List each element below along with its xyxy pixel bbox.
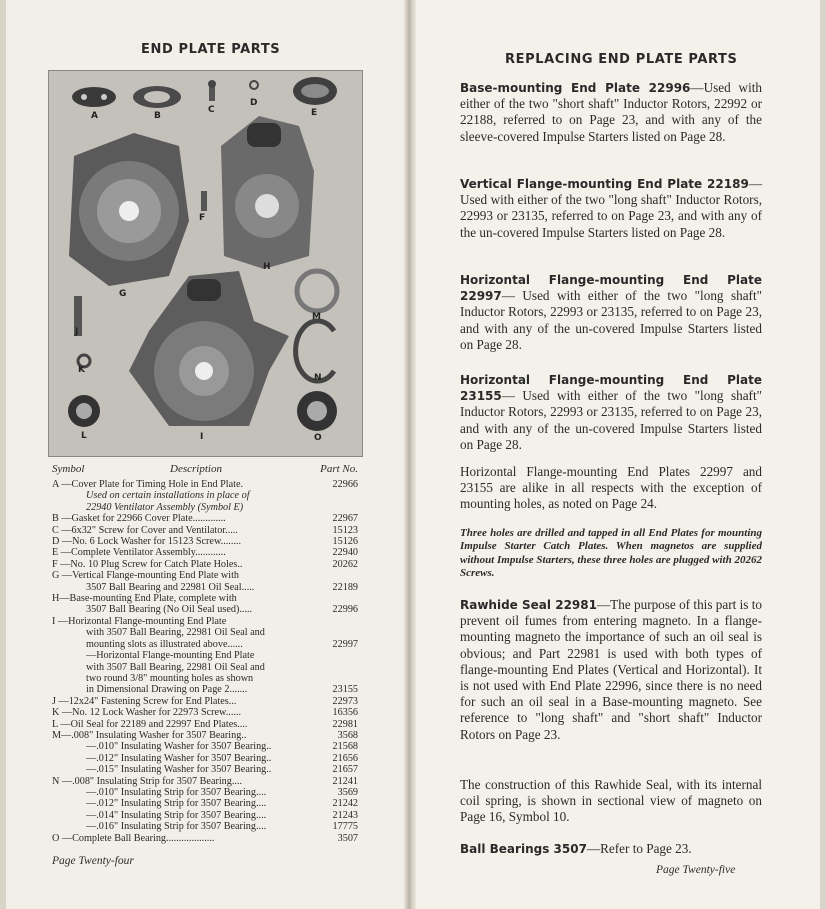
part-description: B —Gasket for 22966 Cover Plate.............	[52, 513, 226, 525]
part-description: M—.008" Insulating Washer for 3507 Bearing..	[52, 729, 247, 741]
part-description: with 3507 Ball Bearing, 22981 Oil Seal and	[86, 661, 265, 673]
part-description: C —6x32" Screw for Cover and Ventilator.....	[52, 524, 238, 536]
column-part-no: Part No.	[320, 463, 358, 475]
part-number: 21568	[332, 741, 358, 753]
part-description: —.010" Insulating Washer for 3507 Bearing..	[86, 741, 272, 753]
part-number: 21657	[332, 764, 358, 776]
photo-label-k: K	[78, 365, 85, 375]
part-description: O —Complete Ball Bearing...................	[52, 832, 215, 844]
table-row	[52, 776, 358, 787]
table-row	[52, 787, 358, 798]
part-description: A —Cover Plate for Timing Hole in End Plate.	[52, 479, 244, 490]
table-row	[52, 719, 358, 730]
photo-label-h: H	[263, 262, 271, 272]
part-description: —.014" Insulating Strip for 3507 Bearing....	[86, 809, 267, 821]
paragraph-horizontal-flange-22997	[460, 272, 762, 353]
horizontal-23155-body: — Used with either of the two "long shaft" Inductor Rotors, 22993 or 23135, referred to on Page 23, and with any of the un-covered Impulse Starters listed on Page 28.	[460, 388, 762, 452]
part-number: 21242	[332, 798, 358, 810]
part-description: J —12x24" Fastening Screw for End Plates...	[52, 695, 237, 707]
paragraph-base-mounting	[460, 80, 762, 145]
table-row	[52, 513, 358, 524]
part-number: 22997	[332, 638, 358, 650]
part-description: —.015" Insulating Washer for 3507 Bearing..	[86, 764, 272, 776]
table-row	[52, 479, 358, 490]
part-number: 22966	[332, 479, 358, 490]
paragraph-rawhide-seal	[460, 597, 762, 743]
vertical-flange-heading: Vertical Flange-mounting End Plate 22189	[460, 177, 749, 191]
photo-label-f: F	[199, 213, 206, 223]
part-description: K —No. 12 Lock Washer for 22973 Screw......	[52, 707, 242, 719]
part-description: —.012" Insulating Strip for 3507 Bearing....	[86, 798, 267, 810]
ball-bearings-body: —Refer to Page 23.	[586, 841, 692, 856]
table-row	[52, 604, 358, 615]
base-mounting-body: —Used with either of the two "short shaft" Inductor Rotors, 22992 or 22188, referred to on Page 23, and with any of the sleeve-covered Impulse Starters listed on Page 28.	[460, 80, 762, 144]
table-row	[52, 696, 358, 707]
table-row	[52, 582, 358, 593]
part-number: 22973	[332, 695, 358, 707]
part-number: 22189	[332, 581, 358, 593]
part-number: 21656	[332, 752, 358, 764]
part-description: mounting slots as illustrated above......	[86, 638, 243, 650]
horizontal-22997-body: — Used with either of the two "long shaft" Inductor Rotors, 22993 or 23135, referred to on Page 23, and with any of the un-covered Impulse Starters listed on Page 28.	[460, 288, 762, 352]
photo-label-e: E	[311, 108, 318, 118]
part-description: two round 3/8" mounting holes as shown	[86, 672, 254, 684]
table-row	[52, 570, 358, 581]
right-page-header: REPLACING END PLATE PARTS	[505, 52, 738, 67]
table-row	[52, 593, 358, 604]
table-row	[52, 810, 358, 821]
part-number: 22967	[332, 513, 358, 525]
part-number: 15126	[332, 536, 358, 548]
table-row	[52, 616, 358, 627]
column-symbol: Symbol	[52, 463, 85, 475]
vertical-flange-body: — Used with either of the two "long shaft" Inductor Rotors, 22993 or 23135, referred to on Page 23, and with any of the un-covered Impulse Starters listed on Page 28.	[460, 176, 762, 240]
part-description: —.010" Insulating Strip for 3507 Bearing....	[86, 786, 267, 798]
base-mounting-heading: Base-mounting End Plate 22996	[460, 81, 691, 95]
part-description: —Horizontal Flange-mounting End Plate	[86, 650, 255, 662]
part-description: H—Base-mounting End Plate, complete with	[52, 593, 237, 605]
photo-label-d: D	[250, 98, 258, 108]
part-description: 3507 Ball Bearing and 22981 Oil Seal.....	[86, 581, 255, 593]
paragraph-horizontal-flange-23155	[460, 372, 762, 453]
table-row	[52, 707, 358, 718]
horizontal-22997-heading: Horizontal Flange-mounting End Plate 22997	[460, 273, 762, 304]
part-description: Used on certain installations in place of	[86, 490, 250, 502]
table-row	[52, 833, 358, 844]
part-description: —.012" Insulating Washer for 3507 Bearing..	[86, 752, 272, 764]
photo-label-a: A	[91, 111, 98, 121]
part-number: 16356	[332, 707, 358, 719]
horizontal-23155-heading: Horizontal Flange-mounting End Plate 23155	[460, 373, 762, 404]
part-number: 3507	[337, 832, 358, 844]
part-number: 21243	[332, 809, 358, 821]
part-description: L —Oil Seal for 22189 and 22997 End Plates....	[52, 718, 248, 730]
table-row	[52, 650, 358, 661]
photo-label-j: J	[75, 327, 79, 337]
table-row	[52, 639, 358, 650]
table-row	[52, 798, 358, 809]
table-row	[52, 764, 358, 775]
photo-label-m: M	[312, 312, 321, 322]
photo-label-b: B	[154, 111, 161, 121]
rawhide-seal-heading: Rawhide Seal 22981	[460, 598, 597, 612]
part-number: 20262	[332, 558, 358, 570]
part-description: N —.008" Insulating Strip for 3507 Bearing....	[52, 775, 243, 787]
table-row	[52, 627, 358, 638]
paragraph-mounting-holes: Horizontal Flange-mounting End Plates 22997 and 23155 are alike in all respects with the exception of mounting holes, as noted on Page 24.	[460, 464, 762, 512]
part-description: E —Complete Ventilator Assembly............	[52, 547, 226, 559]
book-gutter	[404, 0, 416, 909]
part-number: 21241	[332, 775, 358, 787]
table-row	[52, 730, 358, 741]
part-number: 22996	[332, 604, 358, 616]
part-description: —.016" Insulating Strip for 3507 Bearing....	[86, 821, 267, 833]
photo-label-n: N	[314, 373, 322, 383]
photo-label-l: L	[81, 431, 87, 441]
table-row	[52, 741, 358, 752]
table-row	[52, 753, 358, 764]
table-row	[52, 502, 358, 513]
part-number: 15123	[332, 524, 358, 536]
part-description: 3507 Ball Bearing (No Oil Seal used).....	[86, 604, 253, 616]
table-row	[52, 559, 358, 570]
column-description: Description	[170, 463, 222, 475]
table-row	[52, 662, 358, 673]
catch-plate-note: Three holes are drilled and tapped in all End Plates for mounting Impulse Starter Catch Plates. When magnetos are supplied without Impulse Starters, these three holes are plugged with 20262 Screws.	[460, 527, 762, 580]
part-number: 3568	[337, 729, 358, 741]
parts-photograph	[48, 70, 363, 457]
table-row	[52, 536, 358, 547]
right-page-footer: Page Twenty-five	[656, 864, 736, 876]
table-row	[52, 525, 358, 536]
photo-label-o: O	[314, 433, 322, 443]
table-row	[52, 547, 358, 558]
photo-label-i: I	[200, 432, 204, 442]
part-description: in Dimensional Drawing on Page 2.......	[86, 684, 248, 696]
part-description: D —No. 6 Lock Washer for 15123 Screw........	[52, 536, 242, 548]
part-description: with 3507 Ball Bearing, 22981 Oil Seal and	[86, 627, 265, 639]
part-number: 23155	[332, 684, 358, 696]
table-row	[52, 821, 358, 832]
paragraph-ball-bearings	[460, 841, 762, 857]
paragraph-vertical-flange	[460, 176, 762, 241]
photo-label-c: C	[208, 105, 215, 115]
photo-label-g: G	[119, 289, 127, 299]
part-description: 22940 Ventilator Assembly (Symbol E)	[86, 501, 244, 513]
rawhide-seal-body: —The purpose of this part is to prevent oil fumes from entering magneto. In a flange-mounting magneto the importance of such an oil seal is obvious; and Part 22981 is used with both types of flange-mounting End Plates (Vertical and Horizontal). It is not used with End Plate 22996, since there is no need for such an oil seal in a Base-mounting magneto. See reference to "long shaft" and "short shaft" Inductor Rotors on Page 23.	[460, 597, 763, 742]
left-page-footer: Page Twenty-four	[52, 855, 134, 867]
part-number: 17775	[332, 821, 358, 833]
part-number: 22981	[332, 718, 358, 730]
left-page-header: END PLATE PARTS	[141, 42, 281, 57]
parts-illustration	[49, 71, 362, 456]
table-row	[52, 684, 358, 695]
part-description: F —No. 10 Plug Screw for Catch Plate Holes..	[52, 558, 243, 570]
part-number: 22940	[332, 547, 358, 559]
ball-bearings-heading: Ball Bearings 3507	[460, 842, 587, 856]
part-description: I —Horizontal Flange-mounting End Plate	[52, 615, 227, 627]
part-number: 3569	[337, 786, 358, 798]
part-description: G —Vertical Flange-mounting End Plate with	[52, 570, 240, 582]
table-row	[52, 673, 358, 684]
paragraph-seal-construction: The construction of this Rawhide Seal, with its internal coil spring, is shown in sectional view of magneto on Page 16, Symbol 10.	[460, 777, 762, 825]
parts-table	[52, 479, 358, 844]
table-row	[52, 490, 358, 501]
